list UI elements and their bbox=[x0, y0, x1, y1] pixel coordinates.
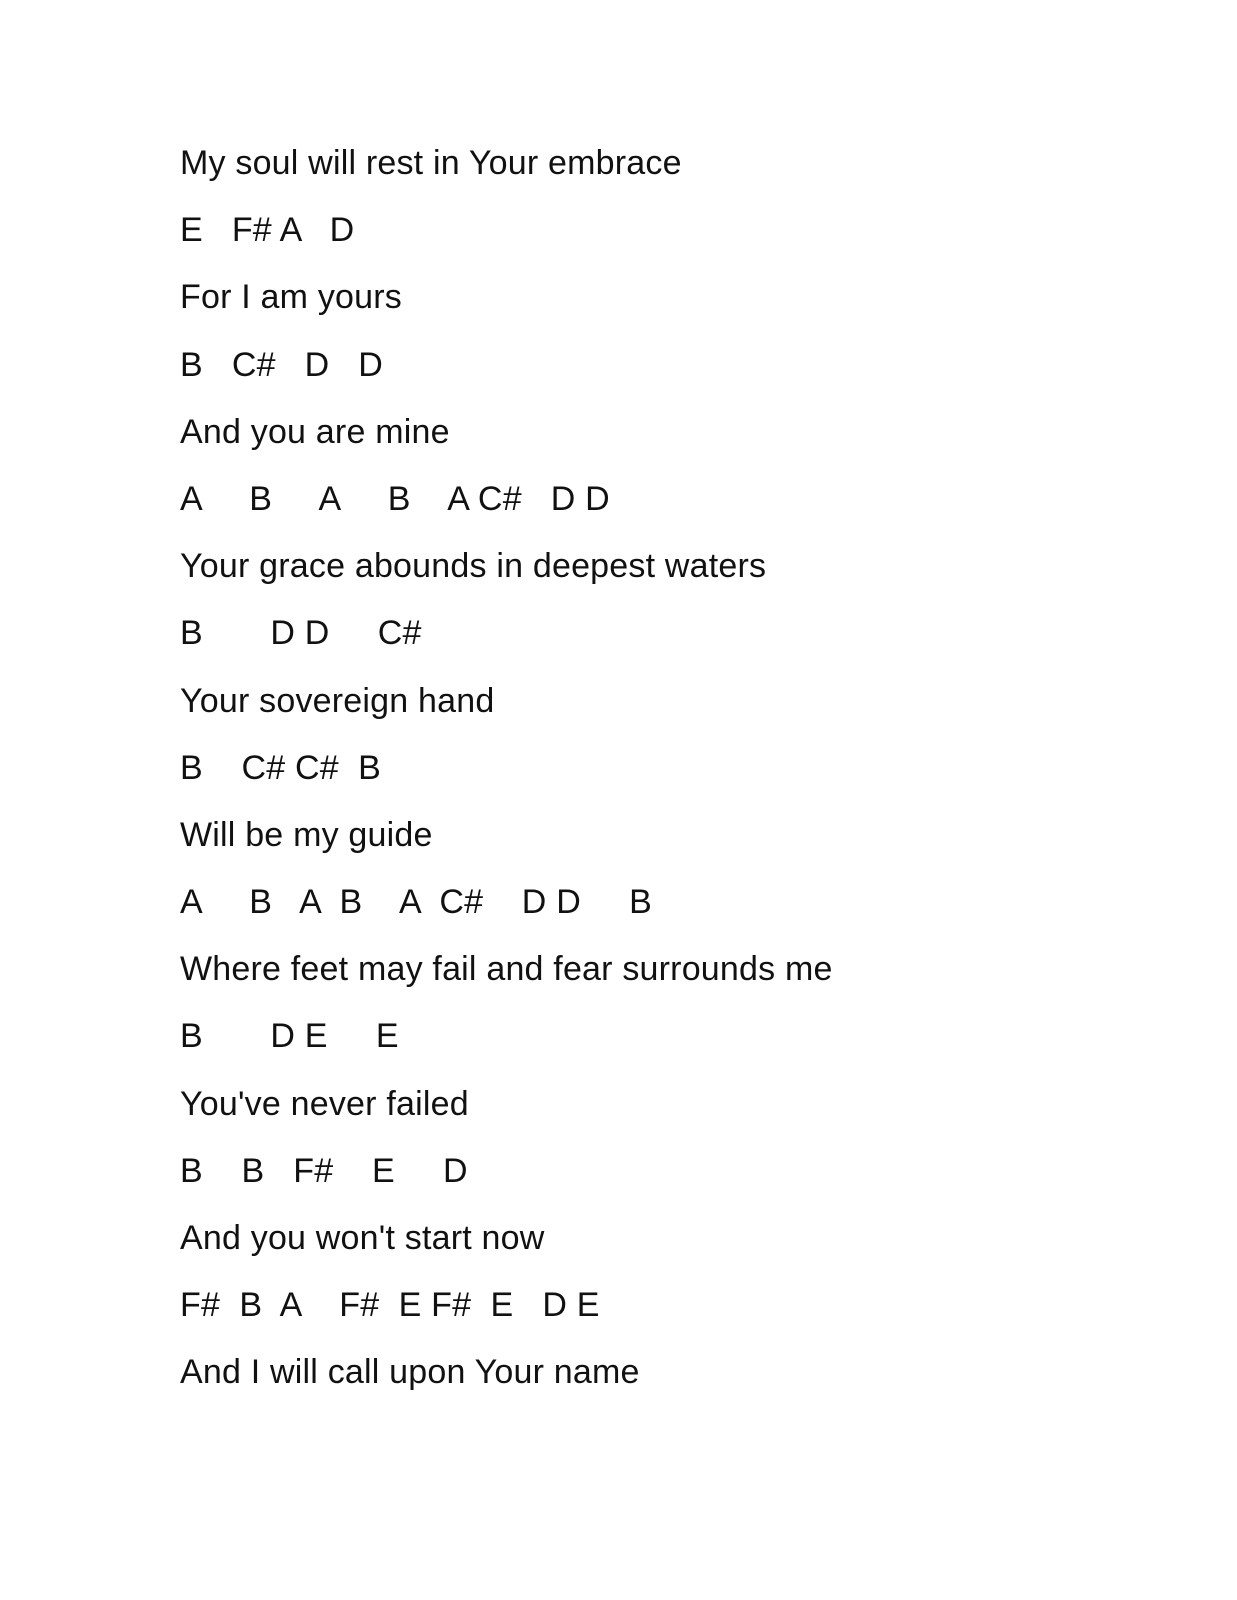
note-line: A B A B A C# D D bbox=[180, 479, 610, 518]
lyric-line: And I will call upon Your name bbox=[180, 1353, 640, 1392]
note-line: E F# A D bbox=[180, 211, 355, 250]
lyric-line: You've never failed bbox=[180, 1084, 469, 1123]
lyric-line: For I am yours bbox=[180, 278, 402, 317]
lyric-line: Will be my guide bbox=[180, 815, 433, 854]
lyric-line: Your sovereign hand bbox=[180, 681, 495, 720]
note-line: F# B A F# E F# E D E bbox=[180, 1286, 600, 1325]
song-sheet bbox=[180, 140, 1180, 1417]
lyric-line: My soul will rest in Your embrace bbox=[180, 144, 682, 182]
lyric-line: Your grace abounds in deepest waters bbox=[180, 547, 767, 586]
lyric-line: And you won't start now bbox=[180, 1219, 545, 1257]
note-line: A B A B A C# D D B bbox=[180, 883, 653, 922]
note-line: B C# C# B bbox=[180, 748, 382, 787]
lyric-line: Where feet may fail and fear surrounds me bbox=[180, 950, 833, 989]
lyric-line: And you are mine bbox=[180, 412, 450, 451]
note-line: B B F# E D bbox=[180, 1151, 468, 1190]
note-line: B D E E bbox=[180, 1017, 399, 1056]
note-line: B C# D D bbox=[180, 345, 384, 384]
note-line: B D D C# bbox=[180, 614, 422, 653]
